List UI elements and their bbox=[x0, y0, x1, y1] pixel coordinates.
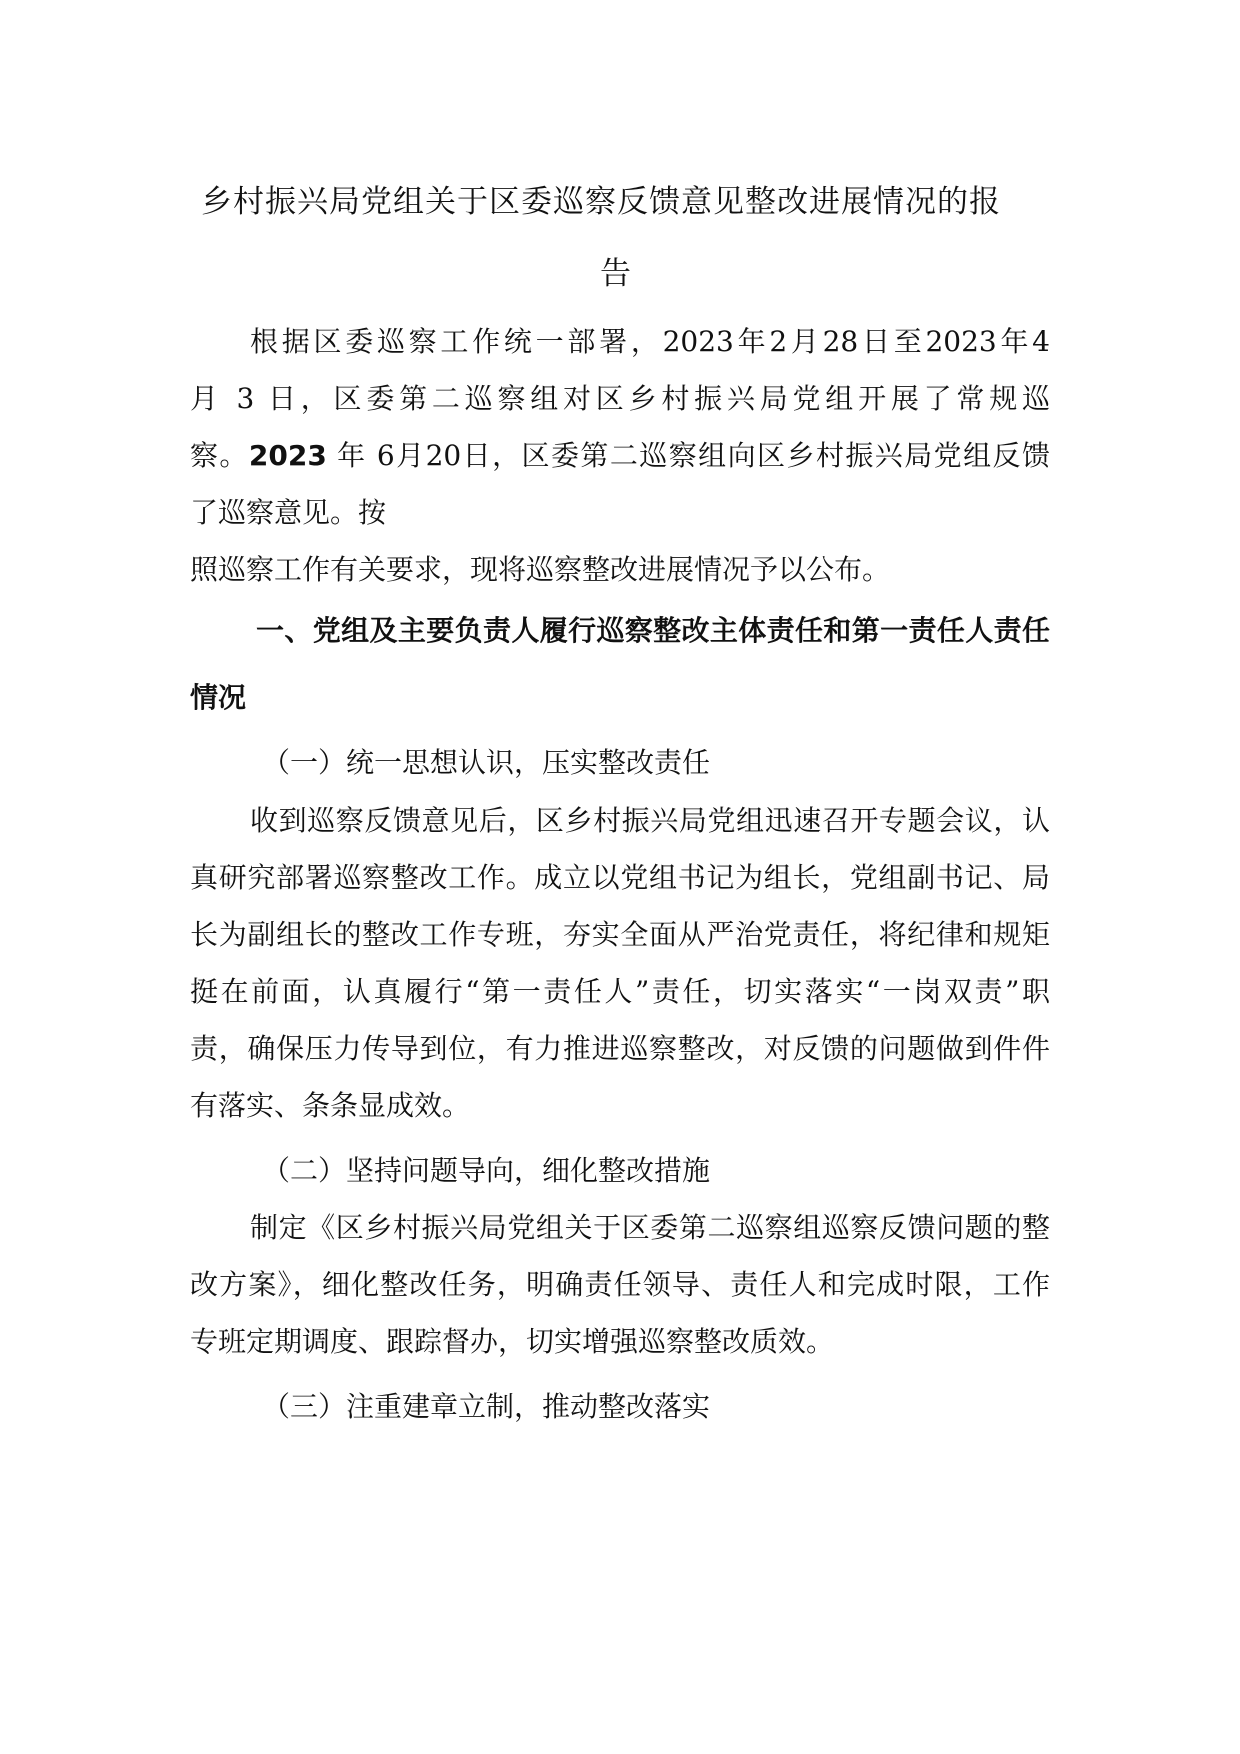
section-1-heading-line-1: 一、党组及主要负责人履行巡察整改主体责任和第一责任人责任 bbox=[256, 614, 1050, 647]
intro-line-1: 根据区委巡察工作统一部署，2023年2月28日至2023年4 bbox=[250, 325, 1050, 358]
intro-line-5: 照巡察工作有关要求，现将巡察整改进展情况予以公布。 bbox=[190, 553, 891, 586]
document-title-line-2: 告 bbox=[600, 256, 632, 292]
sub-1-line: 挺在前面，认真履行“第一责任人”责任，切实落实“一岗双责”职 bbox=[190, 975, 1050, 1008]
sub-1-line: 责，确保压力传导到位，有力推进巡察整改，对反馈的问题做到件件 bbox=[190, 1032, 1050, 1065]
intro-line-3 bbox=[190, 436, 1050, 476]
section-1-heading-line-2: 情况 bbox=[190, 681, 247, 714]
intro-year-bold: 2023 bbox=[248, 439, 327, 472]
sub-1-line: 长为副组长的整改工作专班，夯实全面从严治党责任，将纪律和规矩 bbox=[190, 918, 1050, 951]
sub-2-line: 制定《区乡村振兴局党组关于区委第二巡察组巡察反馈问题的整 bbox=[250, 1211, 1050, 1244]
intro-line-2: 月 3 日，区委第二巡察组对区乡村振兴局党组开展了常规巡 bbox=[190, 382, 1050, 415]
document-title-line-1: 乡村振兴局党组关于区委巡察反馈意见整改进展情况的报 bbox=[201, 184, 1001, 220]
sub-2-line: 改方案》，细化整改任务，明确责任领导、责任人和完成时限，工作 bbox=[190, 1268, 1050, 1301]
intro-line-4: 了巡察意见。按 bbox=[190, 496, 387, 529]
intro-line-3-end: 年 6月20日，区委第二巡察组向区乡村振兴局党组反馈 bbox=[326, 439, 1050, 472]
sub-2-heading: （二）坚持问题导向，细化整改措施 bbox=[262, 1154, 711, 1187]
sub-3-heading: （三）注重建章立制，推动整改落实 bbox=[262, 1390, 711, 1423]
intro-line-3-start: 察。 bbox=[190, 439, 249, 472]
sub-1-line: 收到巡察反馈意见后，区乡村振兴局党组迅速召开专题会议，认 bbox=[250, 804, 1050, 837]
sub-1-line: 有落实、条条显成效。 bbox=[190, 1089, 471, 1122]
sub-1-heading: （一）统一思想认识，压实整改责任 bbox=[262, 746, 711, 779]
sub-1-line: 真研究部署巡察整改工作。成立以党组书记为组长，党组副书记、局 bbox=[190, 861, 1050, 894]
sub-2-line: 专班定期调度、跟踪督办，切实增强巡察整改质效。 bbox=[190, 1325, 835, 1358]
